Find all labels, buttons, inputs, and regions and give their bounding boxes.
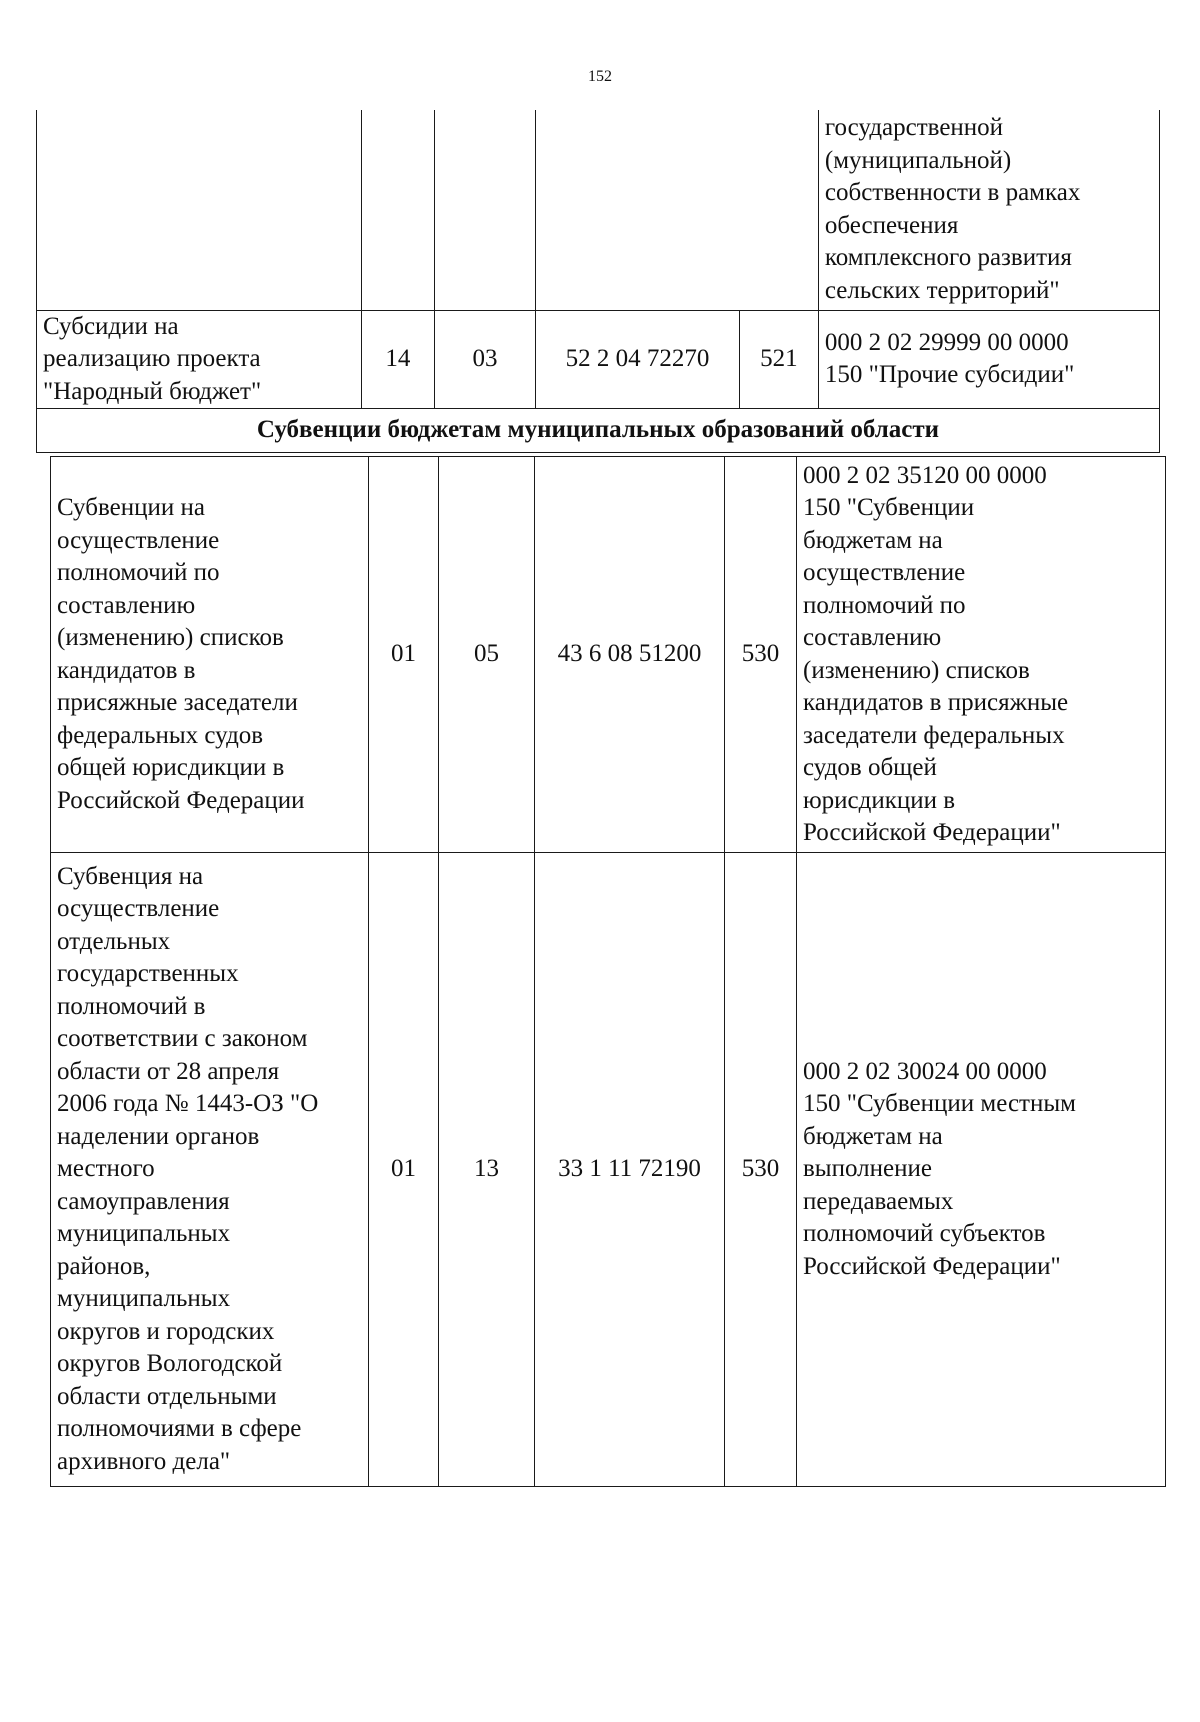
cell-target: 52 2 04 72270 xyxy=(535,310,739,409)
budget-table-bottom xyxy=(50,456,1166,1487)
cell-type: 530 xyxy=(725,457,797,853)
cell-section: 01 xyxy=(369,853,439,1487)
cell-target: 43 6 08 51200 xyxy=(535,457,725,853)
cell-code: 000 2 02 29999 00 0000 150 "Прочие субсидии" xyxy=(818,310,1159,409)
cell-name: Субсидии на реализацию проекта "Народный бюджет" xyxy=(37,310,362,409)
page-number: 152 xyxy=(588,68,612,85)
table-row-continuation xyxy=(37,110,1160,310)
cell-type: 521 xyxy=(739,310,818,409)
cell-code: 000 2 02 35120 00 0000 150 "Субвенции бюджетам на осуществление полномочий по составлению (изменению) списков кандидатов в присяжные заседатели федеральных судов общей юрисдикции в Российской Федерации" xyxy=(797,457,1166,853)
cell-subsection xyxy=(435,110,536,310)
cell-target: 33 1 11 72190 xyxy=(535,853,725,1487)
table-row xyxy=(51,457,1166,853)
cell-target xyxy=(535,110,818,310)
cell-subsection: 13 xyxy=(439,853,535,1487)
table-row xyxy=(51,853,1166,1487)
cell-code: государственной (муниципальной) собственности в рамках обеспечения комплексного развития сельских территорий" xyxy=(818,110,1159,310)
section-header: Субвенции бюджетам муниципальных образований области xyxy=(37,409,1160,453)
cell-subsection: 03 xyxy=(435,310,536,409)
table-row xyxy=(37,310,1160,409)
budget-table-top xyxy=(36,110,1160,453)
cell-name: Субвенции на осуществление полномочий по составлению (изменению) списков кандидатов в присяжные заседатели федеральных судов общей юрисдикции в Российской Федерации xyxy=(51,457,369,853)
cell-section: 14 xyxy=(361,310,434,409)
cell-name xyxy=(37,110,362,310)
cell-section: 01 xyxy=(369,457,439,853)
section-header-row xyxy=(37,409,1160,453)
cell-code: 000 2 02 30024 00 0000 150 "Субвенции местным бюджетам на выполнение передаваемых полномочий субъектов Российской Федерации" xyxy=(797,853,1166,1487)
cell-type: 530 xyxy=(725,853,797,1487)
cell-section xyxy=(361,110,434,310)
cell-subsection: 05 xyxy=(439,457,535,853)
cell-name: Субвенция на осуществление отдельных государственных полномочий в соответствии с законом области от 28 апреля 2006 года № 1443-ОЗ "О наделении органов местного самоуправления муниципальных районов, муниципальных округов и городских округов Вологодской области отдельными полномочиями в сфере архивного дела" xyxy=(51,853,369,1487)
